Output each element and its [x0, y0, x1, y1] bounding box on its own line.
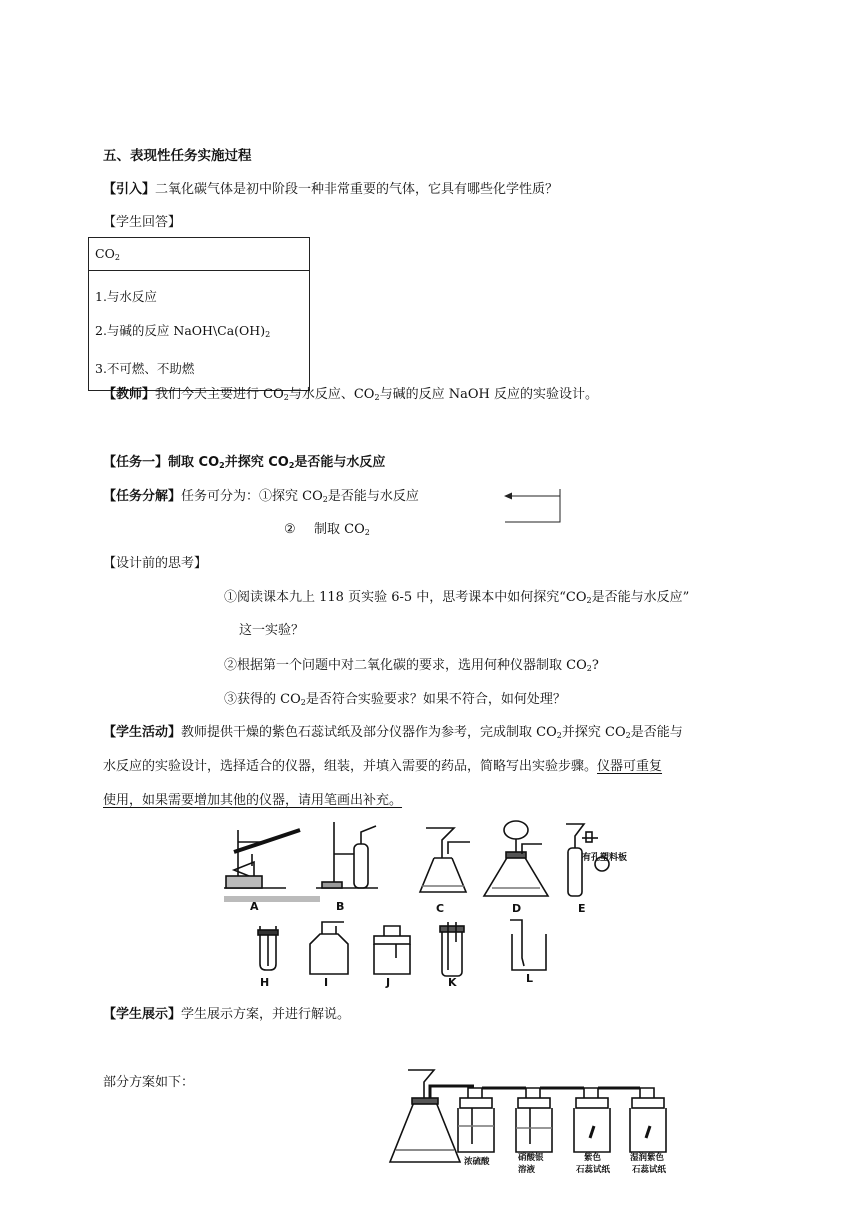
apparatus-figure	[220, 818, 640, 990]
student-show: 【学生展示】学生展示方案，并进行解说。	[103, 1007, 351, 1022]
pre-think-tag: 【设计前的思考】	[103, 556, 208, 571]
table-item: 1.与水反应	[95, 289, 157, 304]
think-question-1-cont: 这一实验？	[239, 623, 305, 638]
apparatus-label-h: H	[260, 976, 270, 989]
teacher-tag: 【教师】	[103, 387, 156, 402]
intro-tag: 【引入】	[103, 182, 156, 197]
apparatus-k	[440, 922, 464, 976]
apparatus-label-i: I	[324, 976, 329, 989]
apparatus-l	[510, 920, 546, 970]
table-item: 3.不可燃、不助燃	[95, 361, 195, 376]
decomp-tag: 【任务分解】	[103, 489, 182, 504]
apparatus-label-b: B	[336, 900, 345, 913]
apparatus-h	[258, 926, 278, 970]
activity-tag: 【学生活动】	[103, 725, 182, 740]
task1-heading: 【任务一】制取 $CO_2$并探究 $CO_2$是否能与水反应	[103, 455, 386, 470]
scheme-label: 石蕊试纸	[632, 1165, 667, 1175]
intro-paragraph	[103, 178, 558, 197]
apparatus-label-e: E	[578, 902, 586, 915]
apparatus-label-k: K	[448, 976, 457, 989]
activity-line-2: 水反应的实验设计，选择适合的仪器，组装，并填入需要的药品，简略写出实验步骤。仪器可重复	[103, 759, 663, 774]
decomp-item-2: ② 制取 $CO_2$	[284, 522, 370, 537]
apparatus-label-j: J	[386, 976, 391, 989]
apparatus-a	[224, 830, 300, 888]
apparatus-j	[374, 926, 410, 974]
show-tag: 【学生展示】	[103, 1007, 182, 1022]
apparatus-label-c: C	[436, 902, 445, 915]
scheme-label: 浓硫酸	[464, 1157, 490, 1167]
task-decomposition: 【任务分解】任务可分为：①探究 $CO_2$是否能与水反应	[103, 489, 419, 504]
teacher-paragraph: 【教师】我们今天主要进行 $CO_2$与水反应、$CO_2$与碱的反应 NaOH 反应的实验设计。	[103, 387, 598, 402]
co2-properties-table	[88, 237, 310, 391]
section-heading: 五、表现性任务实施过程	[103, 148, 252, 164]
apparatus-d	[484, 821, 548, 896]
apparatus-i	[310, 922, 348, 974]
activity-line-3: 使用，如果需要增加其他的仪器，请用笔画出补充。	[103, 793, 403, 808]
think-question-1: ①阅读课本九上 118 页实验 6-5 中，思考课本中如何探究“$CO_2$是否能与水反应”	[224, 590, 690, 605]
intro-text: 二氧化碳气体是初中阶段一种非常重要的气体，它具有哪些化学性质？	[155, 182, 559, 197]
apparatus-c	[420, 828, 470, 892]
apparatus-label-l: L	[526, 972, 534, 985]
scheme-figure	[384, 1066, 674, 1186]
think-question-2: ②根据第一个问题中对二氧化碳的要求，选用何种仪器制取 $CO_2$?	[224, 658, 599, 673]
apparatus-b	[316, 822, 378, 888]
apparatus-e-note: 有孔塑料板	[582, 853, 628, 863]
scheme-label: 硝酸银	[518, 1153, 544, 1163]
table-header: $CO_2$	[89, 238, 310, 271]
scheme-label: 溶液	[518, 1165, 536, 1175]
think-question-3: ③获得的 $CO_2$是否符合实验要求？如果不符合，如何处理？	[224, 692, 566, 707]
partial-schemes-label: 部分方案如下：	[103, 1075, 195, 1090]
scheme-label: 湿润紫色	[630, 1153, 665, 1163]
activity-line-1: 【学生活动】教师提供干燥的紫色石蕊试纸及部分仪器作为参考，完成制取 $CO_2$并探究 $CO_2$是否能与	[103, 725, 683, 740]
table-body	[89, 271, 310, 391]
flow-arrow	[500, 488, 564, 528]
scheme-label: 紫色	[584, 1153, 602, 1163]
apparatus-label-a: A	[250, 900, 259, 913]
student-answer-tag: 【学生回答】	[103, 215, 182, 230]
scheme-label: 石蕊试纸	[576, 1165, 611, 1175]
table-item: 2.与碱的反应 $NaOH\backslash Ca(OH)_2$	[95, 323, 271, 339]
apparatus-label-d: D	[512, 902, 522, 915]
